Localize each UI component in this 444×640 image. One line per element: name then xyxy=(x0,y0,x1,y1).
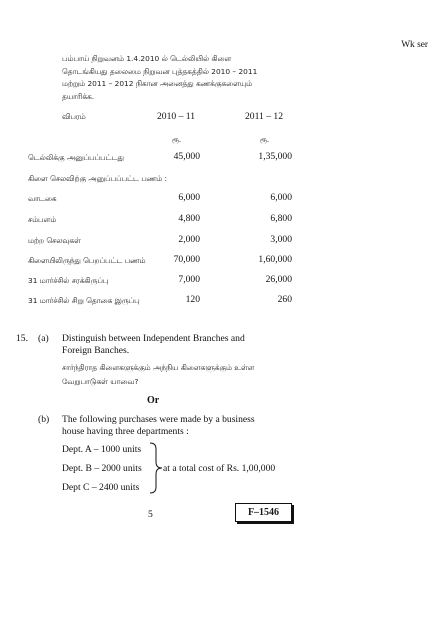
table-cell-2011: 260 xyxy=(277,294,292,305)
table-row-label: 31 மார்ச்சில் சிறு தொகை இருப்பு xyxy=(28,296,140,305)
table-row-label: சம்பளம் xyxy=(28,215,57,224)
unit-rupee-2: ரூ. xyxy=(260,135,270,144)
table-row-label: 31 மார்ச்சில் சரக்கிருப்பு xyxy=(28,276,109,285)
table-cell-2010: 45,000 xyxy=(173,151,200,162)
intro-paragraph xyxy=(62,53,257,103)
table-cell-2011: 1,35,000 xyxy=(258,151,292,162)
table-row-label: கிளையிலிருந்து பெறப்பட்ட பணம் xyxy=(28,256,146,265)
table-header-year-1: 2010 – 11 xyxy=(157,111,196,122)
department-line: Dept. B – 2000 units xyxy=(62,463,142,474)
or-divider: Or xyxy=(147,395,160,406)
part-a-english-line: Foreign Banches. xyxy=(62,345,130,357)
table-row-label: மற்ற செலவுகள் xyxy=(28,236,81,245)
table-row-label: வாடகை xyxy=(28,194,57,203)
table-header-year-2: 2011 – 12 xyxy=(245,111,284,122)
table-cell-2010: 70,000 xyxy=(173,254,200,265)
department-line: Dept. A – 1000 units xyxy=(62,444,142,455)
part-a-english xyxy=(62,333,245,358)
part-a-english-line: Distinguish between Independent Branches and xyxy=(62,333,245,344)
table-header-label: விபரம் xyxy=(62,112,86,121)
intro-line: தயாரிக்க. xyxy=(62,91,95,101)
table-cell-2011: 6,800 xyxy=(270,213,292,224)
part-a-tamil xyxy=(62,361,254,389)
paper-code: F–1546 xyxy=(247,507,280,518)
table-cell-2010: 2,000 xyxy=(178,234,200,245)
part-a-tamil-line: சார்ந்திராத கிளைகளுக்கும் அந்நிய கிளைகளுக்கும் உள்ள xyxy=(62,363,255,372)
unit-rupee-1: ரூ. xyxy=(172,135,182,144)
part-b-english xyxy=(62,414,255,439)
table-cell-2011: 3,000 xyxy=(270,234,292,245)
part-b-label: (b) xyxy=(38,414,50,425)
page-number: 5 xyxy=(148,509,153,520)
table-cell-2010: 7,000 xyxy=(178,274,200,285)
table-cell-2010: 4,800 xyxy=(178,213,200,224)
intro-line: தொடங்கியது தலைமை நிறுவன புத்தகத்தில் 2010 – 2011 xyxy=(62,66,258,76)
question-number: 15. xyxy=(16,333,28,344)
table-cell-2010: 6,000 xyxy=(178,192,200,203)
part-b-english-line: The following purchases were made by a business xyxy=(62,414,255,425)
header-tag: Wk ser xyxy=(401,40,428,50)
table-row-label: டெல்லிக்கு அனுப்பப்பட்டது xyxy=(28,153,124,162)
table-cell-2011: 1,60,000 xyxy=(258,254,292,265)
part-a-tamil-line: வேறுபாடுகள் யாவை? xyxy=(62,377,139,386)
table-cell-2010: 120 xyxy=(185,294,200,305)
table-cell-2011: 6,000 xyxy=(270,192,292,203)
paper-code-box xyxy=(235,503,292,522)
intro-line: பம்பாய் நிறுவனம் 1.4.2010 ல் டெல்லியில் கிளை xyxy=(62,54,232,63)
intro-line: மற்றும் 2011 – 2012 நிகான அனைத்து கணக்குகளையும் xyxy=(62,79,253,89)
total-cost: at a total cost of Rs. 1,00,000 xyxy=(163,463,276,474)
table-cell-2011: 26,000 xyxy=(265,274,292,285)
department-line: Dept C – 2400 units xyxy=(62,482,140,493)
part-a-label: (a) xyxy=(38,333,49,344)
table-row-label: கிளை செலவிற்கு அனுப்பப்பட்ட பணம் : xyxy=(28,174,167,183)
part-b-english-line: house having three departments : xyxy=(62,426,189,438)
